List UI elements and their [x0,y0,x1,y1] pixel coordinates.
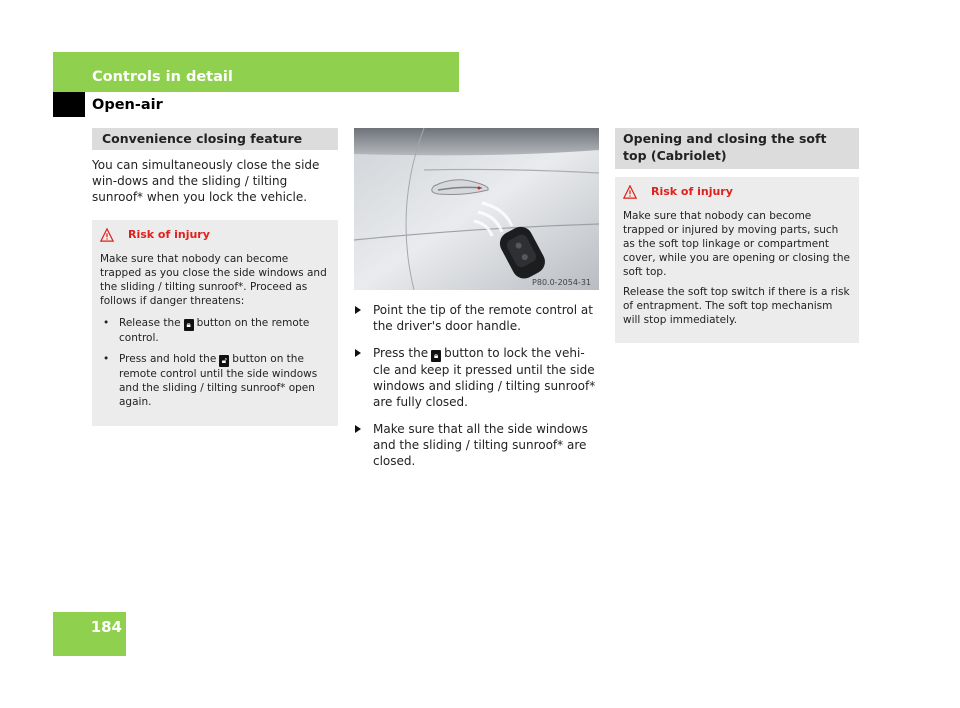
step-text-before: Press the [373,346,429,360]
section-title: Open-air [92,97,163,113]
convenience-closing-heading: Convenience closing feature [92,128,338,150]
warning-box [615,177,859,343]
list-item [354,302,599,334]
chapter-title: Controls in detail [92,69,233,85]
lock-key-icon: 🔒︎ [431,350,441,362]
warning-header [100,228,330,242]
list-item [100,316,330,345]
soft-top-heading: Opening and closing the soft top (Cabriolet) [615,128,859,169]
list-item [100,352,330,409]
bullet-text-after: button on the remote control. [119,317,310,344]
bullet-text-before: Release the [119,317,181,329]
warning-header [623,185,851,199]
bullet-text-after: button on the remote control until the side windows and the sliding / tilting sunroof* open again. [119,353,318,408]
warning-triangle-icon [623,185,637,199]
image-reference-code: P80.0-2054-31 [532,278,591,287]
car-door-illustration [354,128,599,290]
right-column [615,128,859,343]
warning-box [92,220,338,426]
step-text: Make sure that all the side windows and the sliding / tilting sunroof* are closed. [373,422,588,468]
step-text-after: button to lock the vehi-cle and keep it pressed until the side windows and sliding / tilting sunroof* are fully closed. [373,346,596,409]
warning-text: Make sure that nobody can become trapped or injured by moving parts, such as the soft top linkage or compartment cover, while you are opening or closing the soft top. [623,210,850,278]
step-arrow-icon [355,425,361,433]
step-arrow-icon [355,306,361,314]
warning-triangle-icon [100,228,114,242]
door-handle-photo [354,128,599,290]
step-arrow-icon [355,349,361,357]
list-item [354,345,599,410]
warning-text: Make sure that nobody can become trapped as you close the side windows and the sliding / tilting sunroof*. Proceed as follows if danger threatens: [100,253,327,307]
warning-label: Risk of injury [128,228,210,241]
list-item [354,421,599,469]
section-marker [53,92,85,117]
middle-column [354,128,599,480]
warning-label: Risk of injury [651,185,733,198]
convenience-closing-intro: You can simultaneously close the side win-dows and the sliding / tilting sunroof* when you lock the vehicle. [92,158,320,204]
step-text: Point the tip of the remote control at the driver's door handle. [373,303,593,333]
page-number: 184 [90,618,122,636]
bullet-text-before: Press and hold the [119,353,217,365]
lock-key-icon: 🔒︎ [184,319,194,331]
left-column [92,128,338,426]
unlock-key-icon: 🔓︎ [219,355,229,367]
page-number-tab [53,612,126,656]
warning-text: Release the soft top switch if there is a risk of entrapment. The soft top mechanism will stop immediately. [623,286,850,326]
